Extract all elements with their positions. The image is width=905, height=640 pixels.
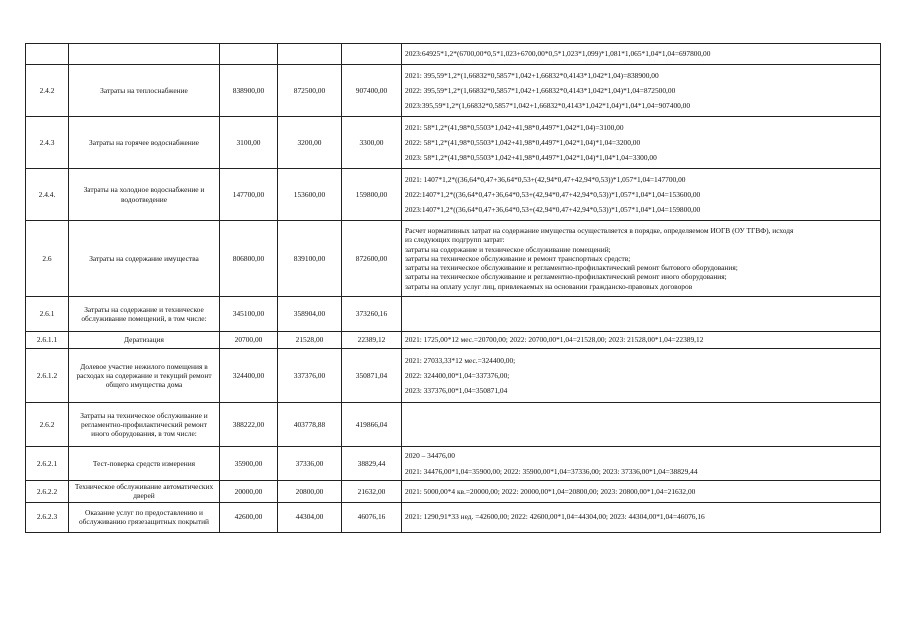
row-calculation [402,481,881,503]
table-row [26,332,881,349]
row-calculation [402,403,881,447]
row-value-2023: 907400,00 [342,65,402,117]
row-value-2023: 46076,16 [342,502,402,532]
row-value-2022: 153600,00 [278,169,342,221]
row-value-2022: 358904,00 [278,297,342,332]
row-name: Затраты на холодное водоснабжение и водоотведение [69,169,220,221]
row-value-2023: 350871,04 [342,349,402,403]
calc-line: 2021: 1725,00*12 мес.=20700,00; 2022: 20700,00*1,04=21528,00; 2023: 21528,00*1,04=22389,12 [405,335,704,345]
row-value-2022: 839100,00 [278,221,342,297]
calc-line: 2020 – 34476,00 [405,451,455,461]
row-code: 2.6.1.1 [26,332,69,349]
row-name: Техническое обслуживание автоматических дверей [69,481,220,503]
row-calculation [402,221,881,297]
calc-line: 2022:1407*1,2*((36,64*0,47+36,64*0,53+(42,94*0,47+42,94*0,53))*1,057*1,04*1,04=153600,00 [405,189,701,199]
table-row [26,117,881,169]
calc-line: 2021: 5000,00*4 кв.=20000,00; 2022: 20000,00*1,04=20800,00; 2023: 20800,00*1,04=21632,00 [405,486,696,496]
row-value-2021: 20700,00 [220,332,278,349]
budget-table [25,43,881,533]
table-row [26,447,881,481]
row-value-2022: 44304,00 [278,502,342,532]
calc-line: 2023:1407*1,2*((36,64*0,47+36,64*0,53+(42,94*0,47+42,94*0,53))*1,057*1,04*1,04=159800,00 [405,205,701,215]
calc-line: 2022: 324400,00*1,04=337376,00; [405,370,510,380]
table-row [26,65,881,117]
row-value-2021: 20000,00 [220,481,278,503]
calc-line: 2023:395,59*1,2*(1,66832*0,5857*1,042+1,66832*0,4143*1,042*1,04)*1,04*1,04=907400,00 [405,101,691,111]
row-calculation [402,169,881,221]
row-name: Затраты на теплоснабжение [69,65,220,117]
row-value-2021: 42600,00 [220,502,278,532]
row-value-2022: 3200,00 [278,117,342,169]
row-code: 2.6.2.2 [26,481,69,503]
row-calculation [402,502,881,532]
row-value-2023: 872600,00 [342,221,402,297]
row-name: Затраты на горячее водоснабжение [69,117,220,169]
calc-line: затраты на техническое обслуживание и регламентно-профилактический ремонт иного оборудования; [405,272,727,282]
row-calculation [402,332,881,349]
table-row [26,349,881,403]
row-value-2022: 37336,00 [278,447,342,481]
row-calculation [402,349,881,403]
row-value-2021: 388222,00 [220,403,278,447]
row-value-2023: 38829,44 [342,447,402,481]
row-code: 2.6.1 [26,297,69,332]
calc-line: из следующих подгрупп затрат: [405,235,505,245]
row-value-2021: 35900,00 [220,447,278,481]
row-code [26,44,69,65]
row-value-2021: 838900,00 [220,65,278,117]
row-code: 2.6 [26,221,69,297]
calc-line: 2021: 58*1,2*(41,98*0,5503*1,042+41,98*0,4497*1,042*1,04)=3100,00 [405,122,624,132]
row-value-2022 [278,44,342,65]
row-name: Тест-поверка средств измерения [69,447,220,481]
calc-line: 2023: 58*1,2*(41,98*0,5503*1,042+41,98*0,4497*1,042*1,04)*1,04*1,04=3300,00 [405,153,657,163]
table-row [26,403,881,447]
row-value-2023: 419866,04 [342,403,402,447]
row-value-2023: 3300,00 [342,117,402,169]
row-code: 2.6.2.1 [26,447,69,481]
row-name: Долевое участие нежилого помещения в расходах на содержание и текущий ремонт общего имущества дома [69,349,220,403]
calc-line: затраты на оплату услуг лиц, привлекаемых на основании гражданско-правовых договоров [405,281,693,291]
row-code: 2.6.2 [26,403,69,447]
row-code: 2.4.2 [26,65,69,117]
calc-line: 2021: 1290,91*33 нед. =42600,00; 2022: 42600,00*1,04=44304,00; 2023: 44304,00*1,04=46076,16 [405,512,705,522]
calc-line: 2021: 34476,00*1,04=35900,00; 2022: 35900,00*1,04=37336,00; 2023: 37336,00*1,04=38829,44 [405,466,698,476]
row-calculation [402,297,881,332]
row-calculation [402,44,881,65]
calc-line: затраты на содержание и техническое обслуживание помещений; [405,244,611,254]
table-row [26,297,881,332]
row-name [69,44,220,65]
row-value-2023: 22389,12 [342,332,402,349]
row-code: 2.6.1.2 [26,349,69,403]
row-value-2022: 337376,00 [278,349,342,403]
row-value-2023: 373260,16 [342,297,402,332]
row-name: Затраты на содержание имущества [69,221,220,297]
table-row [26,169,881,221]
row-name: Затраты на содержание и техническое обслуживание помещений, в том числе: [69,297,220,332]
calc-line: 2022: 58*1,2*(41,98*0,5503*1,042+41,98*0,4497*1,042*1,04)*1,04=3200,00 [405,137,641,147]
calc-line: 2021: 395,59*1,2*(1,66832*0,5857*1,042+1,66832*0,4143*1,042*1,04)=838900,00 [405,70,659,80]
row-value-2021: 3100,00 [220,117,278,169]
row-calculation [402,117,881,169]
row-code: 2.4.3 [26,117,69,169]
row-value-2021: 345100,00 [220,297,278,332]
row-code: 2.6.2.3 [26,502,69,532]
calc-line: 2021: 1407*1,2*((36,64*0,47+36,64*0,53+(42,94*0,47+42,94*0,53))*1,057*1,04=147700,00 [405,174,686,184]
row-name: Оказание услуг по предоставлению и обслуживанию грязезащитных покрытий [69,502,220,532]
row-value-2021: 147700,00 [220,169,278,221]
calc-line: 2021: 27033,33*12 мес.=324400,00; [405,355,516,365]
table-row [26,44,881,65]
row-value-2023: 159800,00 [342,169,402,221]
calc-line: 2023:64925*1,2*(6700,00*0,5*1,023+6700,00*0,5*1,023*1,099)*1,081*1,065*1,04*1,04=697800,00 [405,49,711,59]
calc-line: 2022: 395,59*1,2*(1,66832*0,5857*1,042+1,66832*0,4143*1,042*1,04)*1,04=872500,00 [405,85,676,95]
row-value-2023 [342,44,402,65]
row-value-2021: 324400,00 [220,349,278,403]
row-name: Дератизация [69,332,220,349]
row-value-2022: 20800,00 [278,481,342,503]
calc-line: затраты на техническое обслуживание и ремонт транспортных средств; [405,253,631,263]
row-value-2022: 21528,00 [278,332,342,349]
table-row [26,502,881,532]
row-value-2022: 872500,00 [278,65,342,117]
row-calculation [402,447,881,481]
calc-line: затраты на техническое обслуживание и регламентно-профилактический ремонт бытового оборудования; [405,263,738,273]
row-calculation [402,65,881,117]
table-row [26,221,881,297]
calc-line: 2023: 337376,00*1,04=350871,04 [405,386,508,396]
row-value-2021: 806800,00 [220,221,278,297]
row-value-2023: 21632,00 [342,481,402,503]
row-name: Затраты на техническое обслуживание и регламентно-профилактический ремонт иного оборудования, в том числе: [69,403,220,447]
table-row [26,481,881,503]
row-code: 2.4.4. [26,169,69,221]
row-value-2022: 403778,88 [278,403,342,447]
row-value-2021 [220,44,278,65]
calc-line: Расчет нормативных затрат на содержание имущества осуществляется в порядке, определяемом ИОГВ (ОУ ТГВФ), исходя [405,226,794,236]
